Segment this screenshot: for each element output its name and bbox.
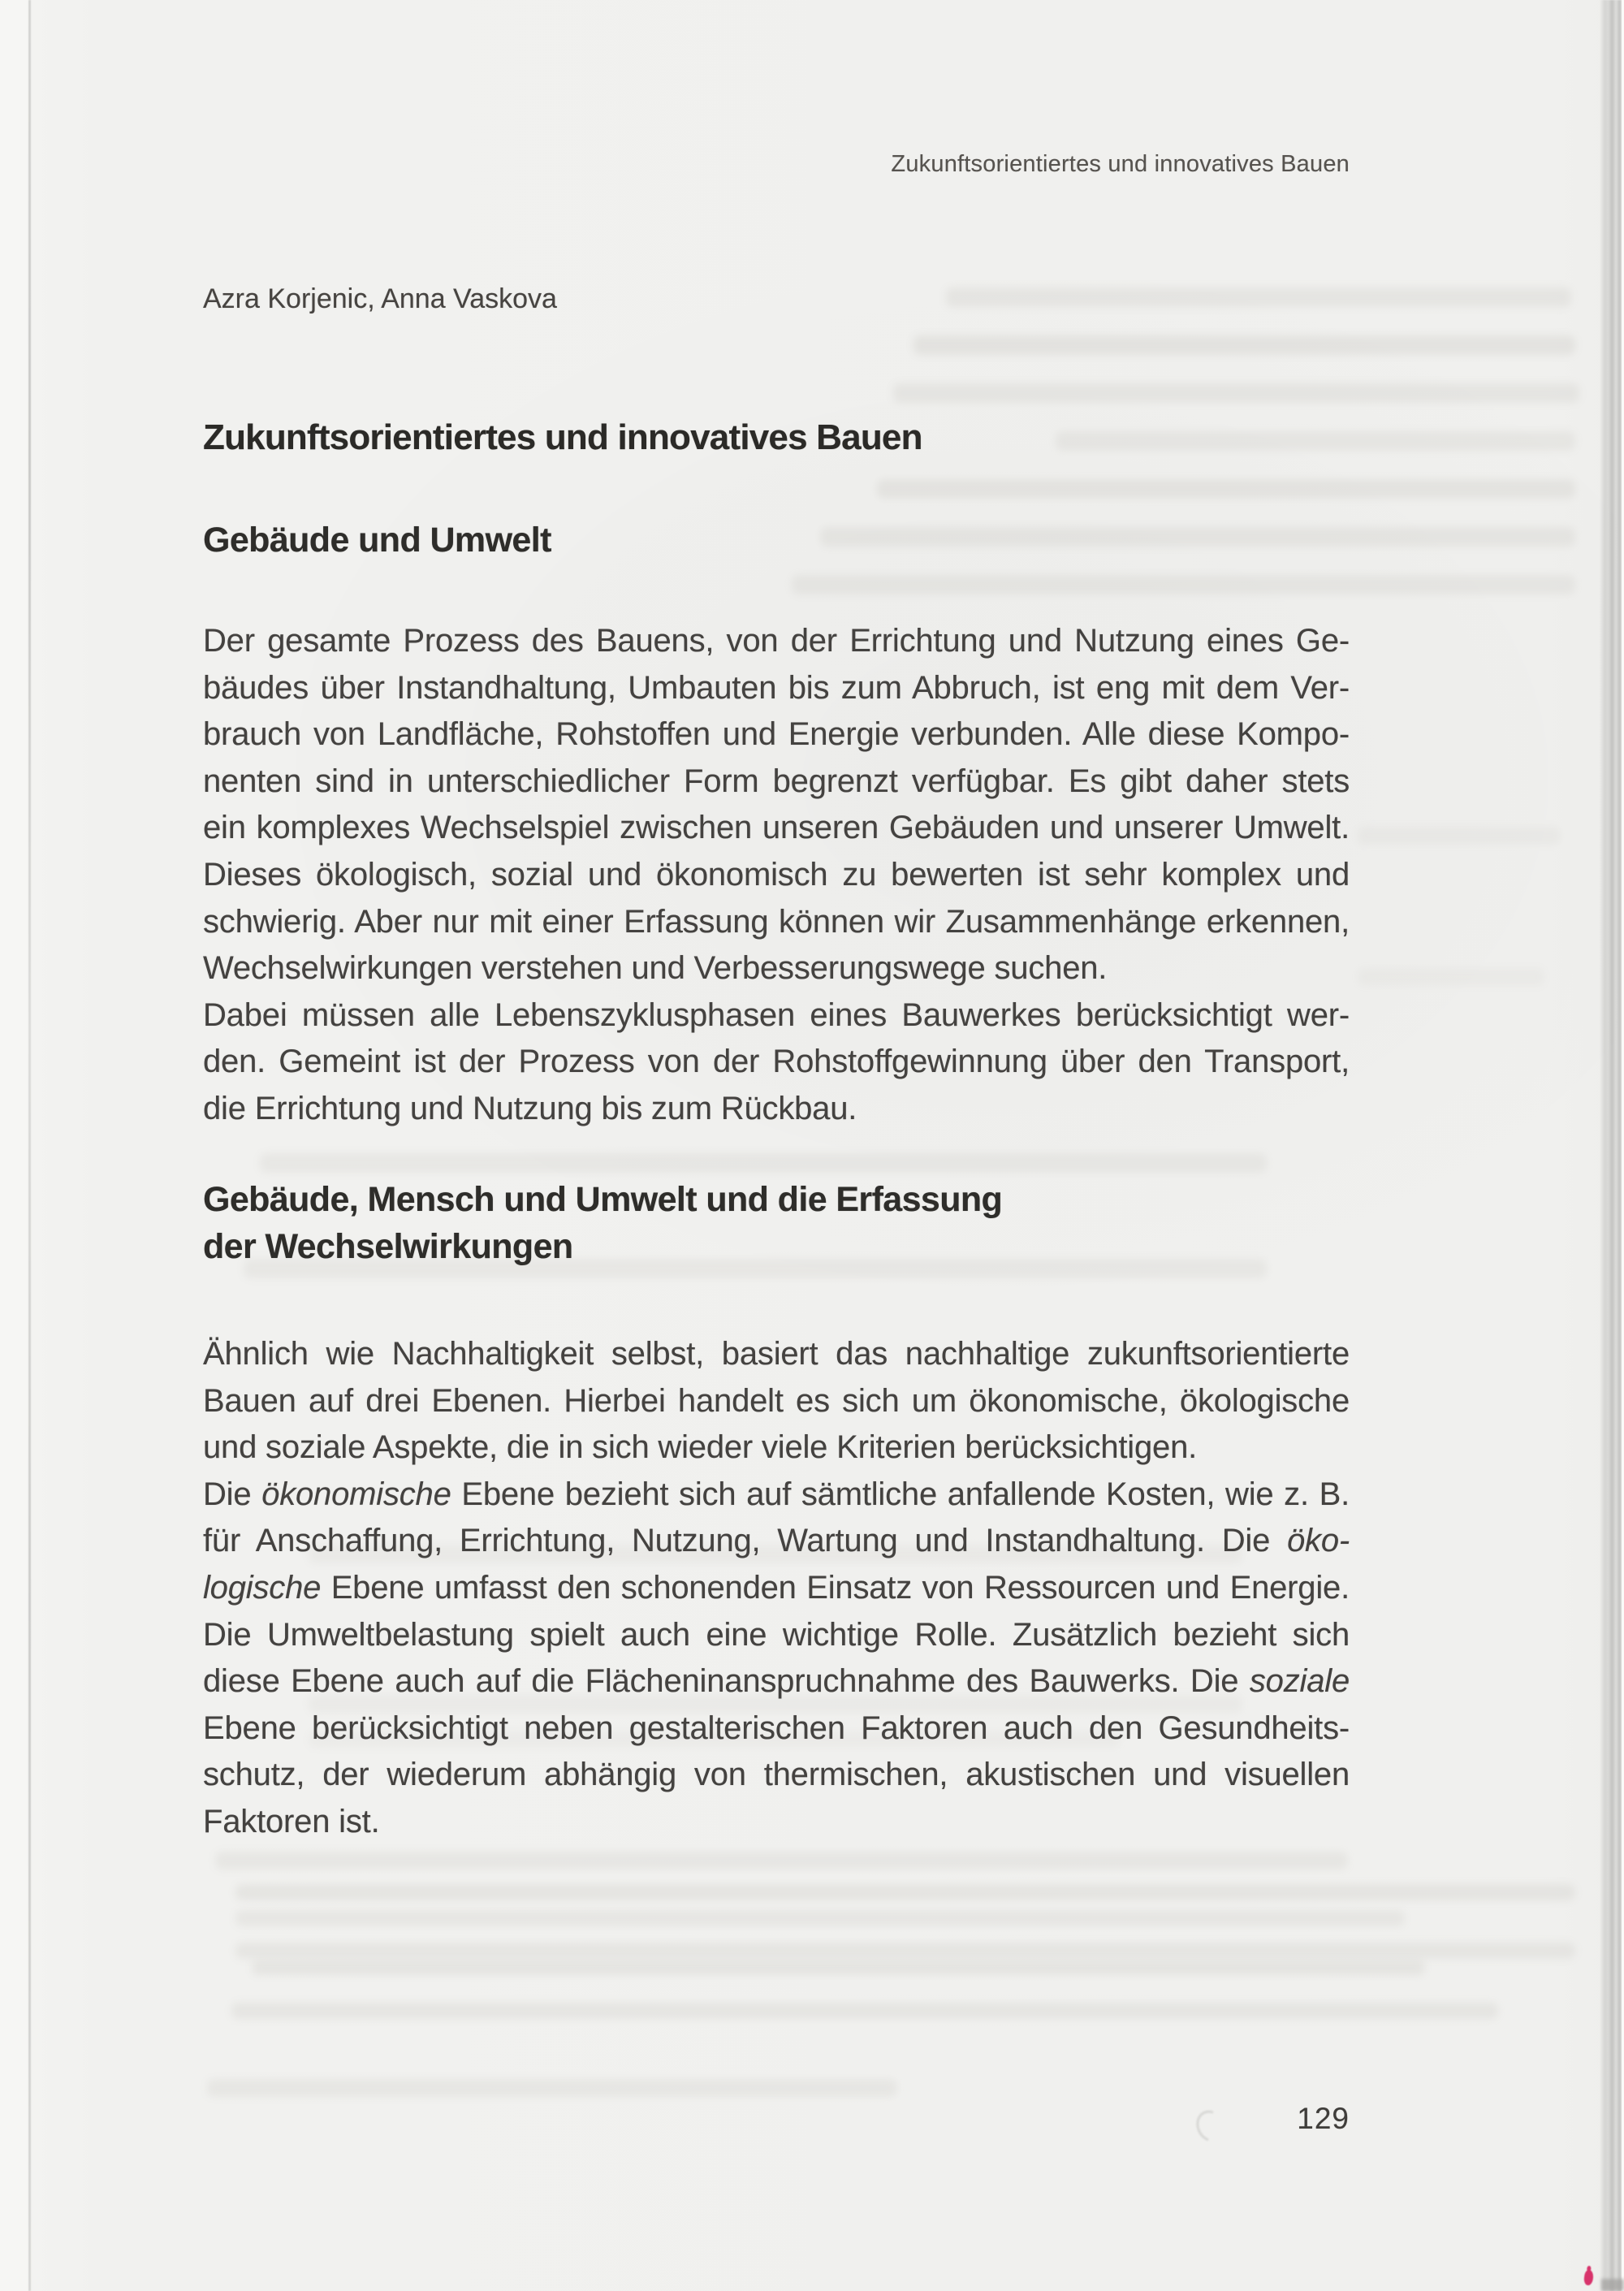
bleedthrough-line (260, 1153, 1267, 1173)
bleedthrough-line (893, 383, 1579, 403)
bleedthrough-line (1358, 827, 1561, 845)
corner-shadow (1601, 2279, 1624, 2291)
text-line: für Anschaffung, Errichtung, Nutzung, Wartung und Instandhaltung. Die öko- (203, 1523, 1350, 1559)
text-line: Die ökonomische Ebene bezieht sich auf sämtliche anfallende Kosten, wie z. B. (203, 1476, 1350, 1512)
bleedthrough-line (877, 479, 1575, 499)
page-title: Zukunftsorientiertes und innovatives Bauen (203, 417, 922, 457)
paragraph-building-process (203, 618, 1350, 1133)
text-line: die Errichtung und Nutzung bis zum Rückbau. (203, 1090, 857, 1126)
page-number: 129 (1297, 2102, 1350, 2135)
text-line: diese Ebene auch auf die Flächeninanspruchnahme des Bauwerks. Die soziale (203, 1663, 1350, 1700)
text-line: Bauen auf drei Ebenen. Hierbei handelt es sich um ökonomische, ökologische (203, 1382, 1350, 1419)
text-line: brauch von Landfläche, Rohstoffen und Energie verbunden. Alle diese Kompo- (203, 716, 1350, 753)
section-heading-wechselwirkungen (203, 1176, 1350, 1270)
text-line: schwierig. Aber nur mit einer Erfassung können wir Zusammenhänge erkennen, (203, 903, 1350, 940)
authors-line: Azra Korjenic, Anna Vaskova (203, 283, 557, 314)
bleedthrough-line (914, 335, 1575, 355)
text-line: logische Ebene umfasst den schonenden Einsatz von Ressourcen und Energie. (203, 1569, 1350, 1606)
text-line: und soziale Aspekte, die in sich wieder viele Kriterien berücksichtigen. (203, 1429, 1198, 1466)
bleedthrough-line (235, 1910, 1405, 1926)
running-header: Zukunftsorientiertes und innovatives Bauen (891, 151, 1350, 177)
text-line: den. Gemeint ist der Prozess von der Rohstoffgewinnung über den Transport, (203, 1044, 1350, 1080)
bleedthrough-line (215, 1852, 1348, 1870)
bleedthrough-line (252, 1960, 1425, 1975)
section-heading-line: der Wechselwirkungen (203, 1227, 573, 1266)
text-line: bäudes über Instandhaltung, Umbauten bis zum Abbruch, ist eng mit dem Ver- (203, 669, 1350, 706)
text-line: Ähnlich wie Nachhaltigkeit selbst, basiert das nachhaltige zukunftsorientierte (203, 1336, 1350, 1372)
bleedthrough-line (792, 575, 1575, 594)
text-line: Dieses ökologisch, sozial und ökonomisch zu bewerten ist sehr komplex und (203, 856, 1350, 893)
page-fold-line (28, 0, 31, 2291)
bleedthrough-line (207, 2079, 897, 2097)
bleedthrough-line (231, 2003, 1498, 2019)
bleedthrough-line (235, 1884, 1575, 1900)
text-line: Der gesamte Prozess des Bauens, von der Errichtung und Nutzung eines Ge- (203, 623, 1350, 659)
book-page-edges (1600, 0, 1622, 2291)
bleedthrough-line (235, 1943, 1575, 1959)
text-line: Ebene berücksichtigt neben gestalterischen Faktoren auch den Gesundheits- (203, 1710, 1350, 1746)
text-line: Die Umweltbelastung spielt auch eine wichtige Rolle. Zusätzlich bezieht sich (203, 1616, 1350, 1653)
pink-ink-mark (1583, 2269, 1594, 2285)
text-line: nenten sind in unterschiedlicher Form begrenzt verfügbar. Es gibt daher stets (203, 763, 1350, 799)
text-line: ein komplexes Wechselspiel zwischen unseren Gebäuden und unserer Umwelt. (203, 810, 1350, 846)
text-line: Dabei müssen alle Lebenszyklusphasen eines Bauwerkes berücksichtigt wer- (203, 996, 1350, 1033)
paragraph-three-levels (203, 1331, 1350, 1846)
bleedthrough-line (1358, 968, 1544, 986)
section-heading-line: Gebäude, Mensch und Umwelt und die Erfassung (203, 1180, 1003, 1219)
section-heading-gebaeude-und-umwelt: Gebäude und Umwelt (203, 521, 551, 560)
text-line: Faktoren ist. (203, 1803, 380, 1839)
text-line: Wechselwirkungen verstehen und Verbesserungswege suchen. (203, 950, 1108, 987)
text-line: schutz, der wiederum abhängig von thermischen, akustischen und visuellen (203, 1757, 1350, 1793)
left-gutter-strip (0, 0, 29, 2291)
